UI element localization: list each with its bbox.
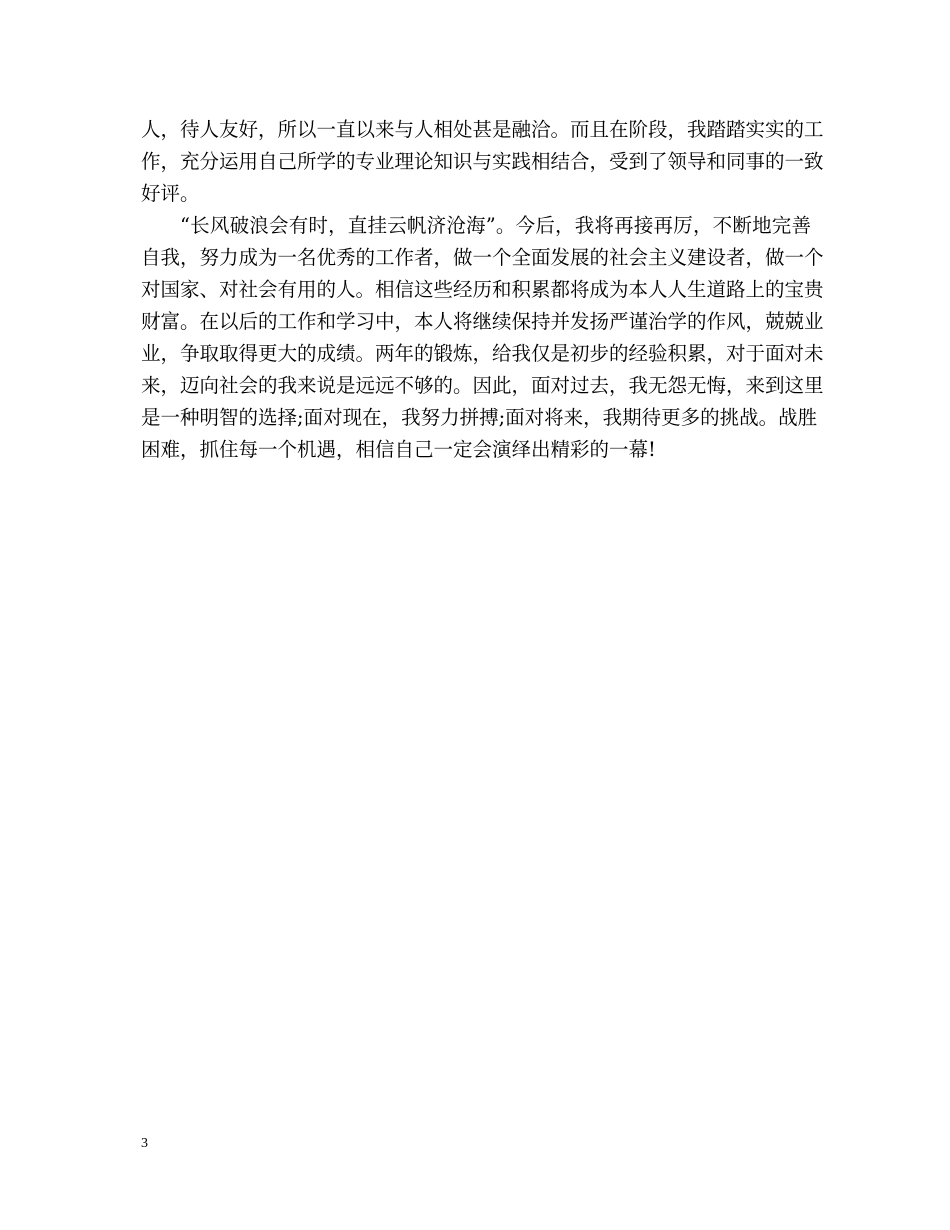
text-line: 作，充分运用自己所学的专业理论知识与实践相结合，受到了领导和同事的一致	[141, 150, 824, 173]
text-line: 困难，抓住每一个机遇，相信自己一定会演绎出精彩的一幕!	[141, 438, 656, 461]
page-number: 3	[141, 1136, 148, 1151]
text-line: 对国家、对社会有用的人。相信这些经历和积累都将成为本人人生道路上的宝贵	[141, 278, 824, 301]
text-line: 财富。在以后的工作和学习中，本人将继续保持并发扬严谨治学的作风，兢兢业	[141, 310, 824, 333]
text-line: 是一种明智的选择;面对现在，我努力拼搏;面对将来，我期待更多的挑战。战胜	[141, 406, 818, 429]
body-text	[141, 114, 824, 466]
paragraph-1	[141, 114, 824, 210]
text-line: 自我，努力成为一名优秀的工作者，做一个全面发展的社会主义建设者，做一个	[141, 246, 824, 269]
text-line: 来，迈向社会的我来说是远远不够的。因此，面对过去，我无怨无悔，来到这里	[141, 374, 824, 397]
paragraph-2	[141, 210, 824, 466]
text-line: 业，争取取得更大的成绩。两年的锻炼，给我仅是初步的经验积累，对于面对未	[141, 342, 824, 365]
text-line: 好评。	[141, 182, 200, 205]
text-line: 人，待人友好，所以一直以来与人相处甚是融洽。而且在阶段，我踏踏实实的工	[141, 118, 824, 141]
text-line: “长风破浪会有时，直挂云帆济沧海”。今后，我将再接再厉，不断地完善	[180, 214, 811, 237]
